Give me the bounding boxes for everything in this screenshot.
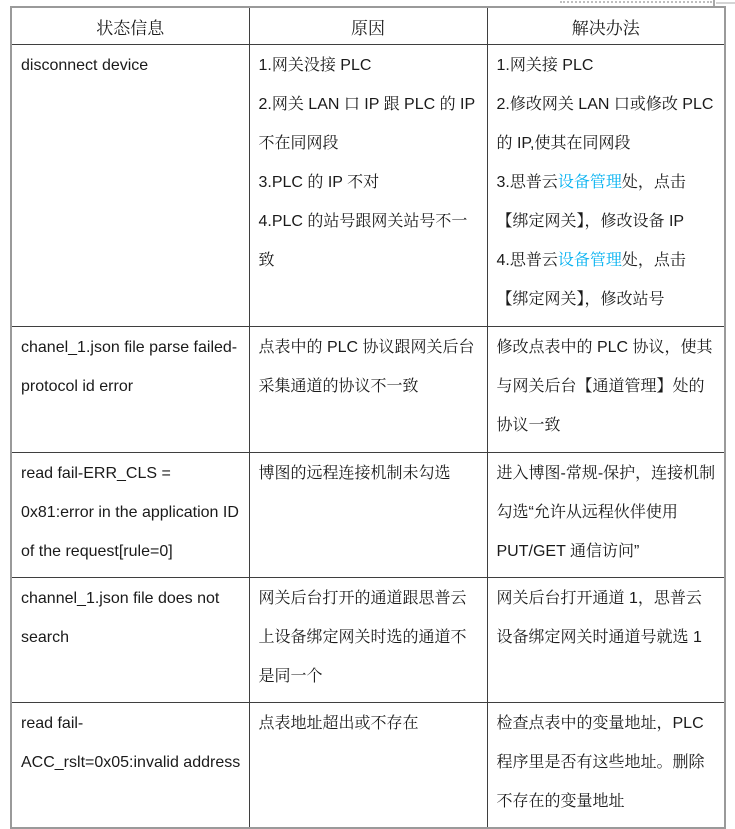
- text-segment: 处，点击【绑定网关】，修改站号: [496, 252, 686, 308]
- cell-cause: [249, 45, 487, 327]
- cell-paragraph: [259, 579, 479, 696]
- text-segment: 博图的远程连接机制未勾选: [258, 465, 451, 482]
- text-segment: 4.PLC 的站号跟网关站号不一致: [258, 213, 468, 269]
- column-header-status: 状态信息: [11, 7, 249, 45]
- cell-paragraph: [259, 328, 479, 406]
- cell-paragraph: [259, 163, 479, 202]
- text-segment: 进入博图-常规-保护，连接机制勾选“允许从远程伙伴使用 PUT/GET 通信访问”: [496, 465, 716, 560]
- text-segment: disconnect device: [21, 57, 149, 74]
- cell-solution: [487, 578, 725, 703]
- cell-solution: [487, 327, 725, 453]
- text-segment: 网关后台打开通道 1，思普云设备绑定网关时通道号就选 1: [496, 590, 702, 646]
- text-segment: 点表地址超出或不存在: [258, 715, 419, 732]
- cell-cause: [249, 327, 487, 453]
- text-segment: 网关后台打开的通道跟思普云上设备绑定网关时选的通道不是同一个: [258, 590, 467, 685]
- troubleshooting-table: [10, 6, 726, 829]
- cell-paragraph: [497, 328, 717, 445]
- cell-paragraph: [259, 202, 479, 280]
- text-segment: 2.修改网关 LAN 口或修改 PLC 的 IP,使其在同网段: [496, 96, 714, 152]
- cell-paragraph: [497, 704, 717, 821]
- cell-status: [11, 453, 249, 578]
- cell-paragraph: [21, 454, 241, 571]
- cropped-content-artifact: [560, 1, 712, 3]
- text-segment: chanel_1.json file parse failed-protocol id error: [21, 339, 238, 395]
- cell-paragraph: [497, 46, 717, 85]
- device-management-link[interactable]: 设备管理: [557, 252, 622, 269]
- cell-paragraph: [497, 579, 717, 657]
- table-row: [11, 327, 725, 453]
- column-header-cause: 原因: [249, 7, 487, 45]
- table-body: [11, 45, 725, 829]
- cell-paragraph: [21, 328, 241, 406]
- text-segment: 修改点表中的 PLC 协议，使其与网关后台【通道管理】处的协议一致: [496, 339, 713, 434]
- cell-paragraph: [497, 241, 717, 319]
- text-segment: 1.网关接 PLC: [496, 57, 594, 74]
- text-segment: read fail-ACC_rslt=0x05:invalid address: [21, 715, 241, 771]
- cell-solution: [487, 45, 725, 327]
- cell-cause: [249, 703, 487, 829]
- text-segment: channel_1.json file does not search: [21, 590, 220, 646]
- cell-paragraph: [259, 85, 479, 163]
- cell-paragraph: [21, 704, 241, 782]
- cell-paragraph: [497, 163, 717, 241]
- cell-paragraph: [21, 579, 241, 657]
- cell-paragraph: [259, 46, 479, 85]
- cell-paragraph: [259, 704, 479, 743]
- cell-status: [11, 327, 249, 453]
- text-segment: 1.网关没接 PLC: [258, 57, 372, 74]
- cell-paragraph: [259, 454, 479, 493]
- table-header-row: [11, 7, 725, 45]
- text-segment: 点表中的 PLC 协议跟网关后台采集通道的协议不一致: [258, 339, 475, 395]
- cell-cause: [249, 578, 487, 703]
- cell-paragraph: [21, 46, 241, 85]
- cell-solution: [487, 453, 725, 578]
- table-row: [11, 578, 725, 703]
- cropped-content-artifact-end: [716, 2, 735, 4]
- cell-paragraph: [497, 454, 717, 571]
- text-segment: 检查点表中的变量地址，PLC 程序里是否有这些地址。删除不存在的变量地址: [496, 715, 705, 810]
- table-row: [11, 453, 725, 578]
- device-management-link[interactable]: 设备管理: [557, 174, 622, 191]
- cell-solution: [487, 703, 725, 829]
- table-row: [11, 703, 725, 829]
- text-segment: 处，点击【绑定网关】，修改设备 IP: [496, 174, 686, 230]
- cell-cause: [249, 453, 487, 578]
- text-segment: 3.思普云: [496, 174, 558, 191]
- cell-status: [11, 45, 249, 327]
- text-segment: read fail-ERR_CLS = 0x81:error in the application ID of the request[rule=0]: [21, 465, 239, 560]
- cell-status: [11, 578, 249, 703]
- text-segment: 3.PLC 的 IP 不对: [258, 174, 380, 191]
- cell-status: [11, 703, 249, 829]
- cell-paragraph: [497, 85, 717, 163]
- column-header-solution: 解决办法: [487, 7, 725, 45]
- text-segment: 4.思普云: [496, 252, 558, 269]
- text-segment: 2.网关 LAN 口 IP 跟 PLC 的 IP 不在同网段: [258, 96, 475, 152]
- table-row: [11, 45, 725, 327]
